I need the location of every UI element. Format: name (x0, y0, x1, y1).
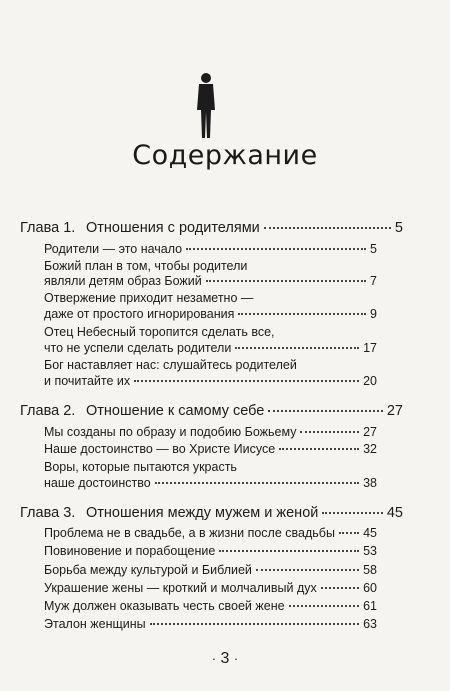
page-title: Содержание (132, 140, 318, 171)
toc-entry (44, 341, 377, 355)
man-silhouette-icon (193, 72, 219, 140)
toc-entry (44, 374, 377, 388)
entry-title: Родители — это начало (44, 242, 183, 256)
dot-leader (155, 482, 359, 484)
toc-entry (44, 599, 377, 613)
chapter-1-heading (20, 220, 403, 236)
page-number: 45 (386, 505, 403, 521)
dot-leader (321, 587, 359, 589)
page-number: 60 (363, 581, 377, 595)
entry-title-line-1: Отец Небесный торопится сделать все, (44, 325, 275, 339)
entry-title-line-2: являли детям образ Божий (44, 274, 202, 288)
toc-entry (44, 581, 377, 595)
toc-entry (44, 242, 377, 256)
chapter-number: Глава 3. (20, 505, 76, 521)
entry-title: Украшение жены — кроткий и молчаливый дух (44, 581, 317, 595)
toc-entry (44, 563, 377, 577)
dot-leader (289, 605, 360, 607)
page-number: 5 (394, 220, 403, 236)
folio-dot-right: · (233, 651, 239, 666)
page-number: 38 (363, 476, 377, 490)
entry-title: Муж должен оказывать честь своей жене (44, 599, 285, 613)
toc-entry (44, 425, 377, 439)
chapter-title: Отношения между мужем и женой (86, 505, 319, 521)
toc-entry (44, 274, 377, 288)
entry-title: Мы созданы по образу и подобию Божьему (44, 425, 297, 439)
page-number: 53 (363, 544, 377, 558)
page-number: 5 (370, 242, 377, 256)
chapter-title: Отношение к самому себе (86, 403, 265, 419)
page-number: 17 (363, 341, 377, 355)
entry-title-line-1: Божий план в том, чтобы родители (44, 259, 248, 273)
chapter-title: Отношения с родителями (86, 220, 260, 236)
entry-title-line-2: наше достоинство (44, 476, 151, 490)
toc-entry (44, 476, 377, 490)
entry-title: Эталон женщины (44, 617, 146, 631)
dot-leader (264, 227, 391, 229)
dot-leader (219, 550, 359, 552)
dot-leader (238, 313, 366, 315)
page-number: 20 (363, 374, 377, 388)
page-number: 32 (363, 442, 377, 456)
dot-leader (256, 569, 359, 571)
entry-title: Повиновение и порабощение (44, 544, 216, 558)
dot-leader (268, 410, 382, 412)
dot-leader (235, 347, 359, 349)
entry-title: Борьба между культурой и Библией (44, 563, 252, 577)
chapter-number: Глава 1. (20, 220, 76, 236)
toc-entry (44, 307, 377, 321)
dot-leader (339, 532, 359, 534)
chapter-2-heading (20, 403, 403, 419)
page-number: 7 (370, 274, 377, 288)
entry-title-line-2: что не успели сделать родители (44, 341, 232, 355)
entry-title-line-1: Отвержение приходит незаметно — (44, 291, 254, 305)
toc-entry (44, 544, 377, 558)
toc-entry (44, 526, 377, 540)
dot-leader (150, 623, 359, 625)
toc-entry (44, 442, 377, 456)
dot-leader (186, 248, 366, 250)
page-folio (0, 650, 450, 668)
page-number: 58 (363, 563, 377, 577)
entry-title-line-1: Воры, которые пытаются украсть (44, 460, 237, 474)
dot-leader (279, 448, 359, 450)
entry-title: Проблема не в свадьбе, а в жизни после свадьбы (44, 526, 335, 540)
dot-leader (206, 280, 366, 282)
dot-leader (300, 431, 359, 433)
page-number: 61 (363, 599, 377, 613)
dot-leader (134, 380, 359, 382)
chapter-number: Глава 2. (20, 403, 76, 419)
entry-title: Наше достоинство — во Христе Иисусе (44, 442, 276, 456)
folio-dot-left: · (211, 651, 217, 666)
folio-number: 3 (220, 650, 230, 667)
dot-leader (322, 512, 383, 514)
chapter-3-heading (20, 505, 403, 521)
page-number: 63 (363, 617, 377, 631)
page-number: 27 (363, 425, 377, 439)
page-number: 9 (370, 307, 377, 321)
entry-title-line-1: Бог наставляет нас: слушайтесь родителей (44, 358, 297, 372)
entry-title-line-2: и почитайте их (44, 374, 131, 388)
page-number: 45 (363, 526, 377, 540)
entry-title-line-2: даже от простого игнорирования (44, 307, 235, 321)
page-number: 27 (386, 403, 403, 419)
toc-entry (44, 617, 377, 631)
